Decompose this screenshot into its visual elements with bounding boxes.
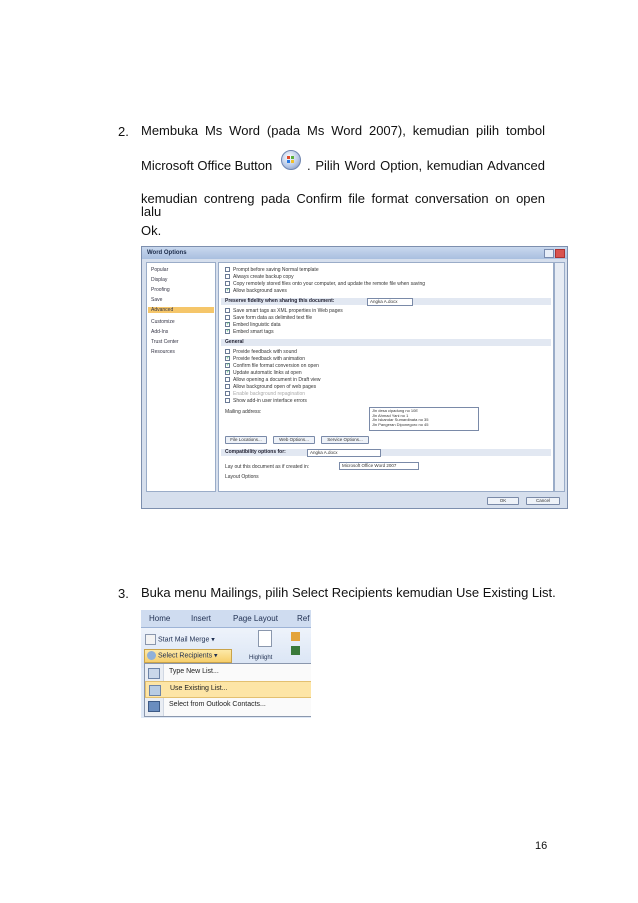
menu-item-label: Use Existing List... <box>170 685 228 692</box>
options-scrollbar[interactable] <box>554 262 565 492</box>
checkbox[interactable] <box>225 391 230 396</box>
option-label: Embed smart tags <box>233 329 274 335</box>
options-nav <box>146 262 216 492</box>
checkbox-checked[interactable] <box>225 356 230 361</box>
tab-page-layout[interactable]: Page Layout <box>233 614 278 623</box>
word-options-title: Word Options <box>147 250 187 256</box>
layout-as-label: Lay out this document as if created in: <box>225 464 310 470</box>
outlook-contacts-icon <box>148 701 160 712</box>
help-icon[interactable] <box>544 249 554 258</box>
select-recipients-button[interactable] <box>144 649 232 663</box>
web-options-button[interactable]: Web Options... <box>273 436 315 444</box>
option-row[interactable] <box>225 267 319 272</box>
nav-item-advanced[interactable]: Advanced <box>148 307 214 313</box>
option-row[interactable] <box>225 384 316 389</box>
option-label: Confirm file format conversion on open <box>233 363 319 369</box>
step-3-text: Buka menu Mailings, pilih Select Recipients kemudian Use Existing List. <box>141 585 556 600</box>
step-2-line-4: Ok. <box>141 223 162 238</box>
select-recipients-menu <box>144 663 311 717</box>
service-options-button[interactable]: Service Options... <box>321 436 369 444</box>
checkbox-checked[interactable] <box>225 288 230 293</box>
fidelity-doc-select[interactable] <box>367 298 413 306</box>
nav-item-display[interactable]: Display <box>151 277 168 283</box>
compat-doc-select[interactable] <box>307 449 381 457</box>
mailing-line: Jln Iskandar Sumardinata no 35 <box>372 417 429 422</box>
option-row[interactable] <box>225 288 287 293</box>
option-row[interactable] <box>225 377 321 382</box>
checkbox-checked[interactable] <box>225 363 230 368</box>
fidelity-header-label: Preserve fidelity when sharing this document: <box>225 298 335 304</box>
tab-references[interactable]: Ref <box>297 614 310 623</box>
option-label: Copy remotely stored files onto your computer, and update the remote file when saving <box>233 281 426 287</box>
start-mail-merge-button[interactable] <box>145 634 215 645</box>
option-label: Prompt before saving Normal template <box>233 267 319 273</box>
option-row[interactable] <box>225 349 297 354</box>
checkbox[interactable] <box>225 281 230 286</box>
option-row[interactable] <box>225 274 294 279</box>
option-row[interactable] <box>225 322 281 327</box>
checkbox-checked[interactable] <box>225 322 230 327</box>
option-row[interactable] <box>225 370 302 375</box>
side-icon <box>291 632 300 641</box>
mailing-line: Jln desa cipadung no 10E <box>372 408 419 413</box>
general-header <box>221 339 551 346</box>
select-recipients-label: Select Recipients ▾ <box>158 652 218 660</box>
mailing-line: Jln Ahmad Yani no 1 <box>372 412 409 418</box>
menu-item-label: Type New List... <box>169 668 219 675</box>
option-row[interactable] <box>225 315 312 320</box>
close-icon[interactable] <box>555 249 565 258</box>
nav-item-save[interactable]: Save <box>151 297 163 303</box>
word-options-screenshot <box>141 246 568 509</box>
option-row[interactable] <box>225 391 305 396</box>
option-label: Show add-in user interface errors <box>233 398 307 404</box>
cancel-button[interactable]: Cancel <box>526 497 560 505</box>
nav-item-add-ins[interactable]: Add-Ins <box>151 329 169 335</box>
layout-version-value: Microsoft Office Word 2007 <box>342 463 397 468</box>
checkbox[interactable] <box>225 349 230 354</box>
checkbox[interactable] <box>225 384 230 389</box>
ribbon-tabs <box>141 610 311 628</box>
compat-header-label: Compatibility options for: <box>225 449 286 455</box>
nav-item-customize[interactable]: Customize <box>151 319 175 325</box>
compat-header <box>221 449 551 456</box>
document-icon <box>258 630 272 647</box>
layout-version-select[interactable] <box>339 462 419 470</box>
menu-item-outlook-contacts[interactable] <box>145 698 311 713</box>
page-number: 16 <box>535 840 548 852</box>
checkbox[interactable] <box>225 398 230 403</box>
option-row[interactable] <box>225 363 319 368</box>
mailing-address-label: Mailing address: <box>225 409 262 415</box>
option-row[interactable] <box>225 356 305 361</box>
step-2-line-2b: . Pilih Word Option, kemudian Advanced <box>307 158 545 173</box>
option-label: Always create backup copy <box>233 274 294 280</box>
step-2-line-3: kemudian contreng pada Confirm file format conversation on open lalu <box>141 191 545 219</box>
fidelity-doc-value: Angka A.docx <box>370 299 398 304</box>
menu-item-use-existing-list[interactable] <box>145 681 311 698</box>
file-locations-button[interactable]: File Locations... <box>225 436 267 444</box>
mail-merge-icon <box>145 634 156 645</box>
word-options-titlebar <box>142 247 567 259</box>
ok-button[interactable]: OK <box>487 497 519 505</box>
select-recipients-content <box>147 651 218 660</box>
nav-item-proofing[interactable]: Proofing <box>151 287 170 293</box>
option-label: Allow opening a document in Draft view <box>233 377 321 383</box>
option-row[interactable] <box>225 281 425 286</box>
step-2-line-1: Membuka Ms Word (pada Ms Word 2007), kemudian pilih tombol <box>141 123 545 138</box>
option-label: Provide feedback with sound <box>233 349 297 355</box>
option-label: Update automatic links at open <box>233 370 302 376</box>
checkbox-checked[interactable] <box>225 370 230 375</box>
mailing-line: Jln Pangeran Diponegoro no 45 <box>372 421 429 427</box>
new-list-icon <box>148 668 160 679</box>
general-header-label: General <box>225 339 244 345</box>
checkbox[interactable] <box>225 315 230 320</box>
checkbox[interactable] <box>225 274 230 279</box>
options-panel <box>218 262 554 492</box>
layout-options-toggle[interactable]: Layout Options <box>225 474 259 480</box>
mailing-address-field[interactable] <box>369 407 479 431</box>
recipients-icon <box>147 651 156 660</box>
nav-item-resources[interactable]: Resources <box>151 349 175 355</box>
checkbox[interactable] <box>225 377 230 382</box>
checkbox-checked[interactable] <box>225 329 230 334</box>
tab-home[interactable]: Home <box>149 614 171 623</box>
option-row[interactable] <box>225 329 274 334</box>
option-label: Provide feedback with animation <box>233 356 305 362</box>
mailings-ribbon-screenshot <box>141 610 311 718</box>
option-label: Save smart tags as XML properties in Web pages <box>233 308 343 314</box>
existing-list-icon <box>149 685 161 696</box>
menu-item-type-new-list[interactable] <box>145 665 311 680</box>
office-button-icon <box>281 150 301 170</box>
highlight-label[interactable]: Highlight <box>249 655 273 661</box>
option-label: Enable background repagination <box>233 391 305 397</box>
start-mail-merge-label: Start Mail Merge ▾ <box>158 636 215 644</box>
option-label: Allow background open of web pages <box>233 384 317 390</box>
step-3-number: 3. <box>118 586 129 601</box>
option-label: Embed linguistic data <box>233 322 281 328</box>
nav-item-popular[interactable]: Popular <box>151 267 169 273</box>
side-icon <box>291 646 300 655</box>
option-row[interactable] <box>225 398 307 403</box>
step-2-number: 2. <box>118 124 129 139</box>
checkbox[interactable] <box>225 267 230 272</box>
step-2-line-2a: Microsoft Office Button <box>141 158 273 173</box>
option-label: Allow background saves <box>233 288 287 294</box>
option-label: Save form data as delimited text file <box>233 315 313 321</box>
menu-item-label: Select from Outlook Contacts... <box>169 701 266 708</box>
checkbox[interactable] <box>225 308 230 313</box>
nav-item-trust-center[interactable]: Trust Center <box>151 339 179 345</box>
tab-insert[interactable]: Insert <box>191 614 212 623</box>
option-row[interactable] <box>225 308 343 313</box>
compat-doc-value: Angka A.docx <box>310 450 338 455</box>
